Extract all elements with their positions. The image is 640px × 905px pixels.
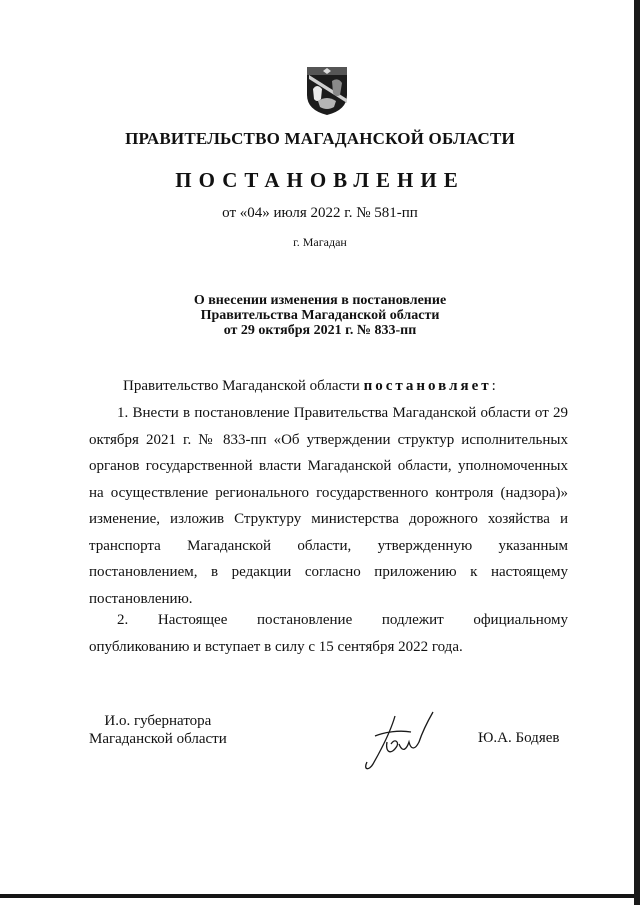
intro-prefix: Правительство Магаданской области [123,378,360,394]
paragraph-item-2: 2. Настоящее постановление подлежит официальному опубликованию и вступает в силу с 15 сентября 2022 года. [89,612,568,655]
document-subject [0,293,640,338]
magadan-coat-of-arms-icon [304,65,350,117]
intro-paragraph [89,373,568,400]
city: г. Магадан [293,235,347,249]
organization-title: ПРАВИТЕЛЬСТВО МАГАДАНСКОЙ ОБЛАСТИ [125,129,515,148]
signatory-name: Ю.А. Бодяев [478,730,560,746]
paragraph-item-1: 1. Внести в постановление Правительства Магаданской области от 29 октября 2021 г. № 833-пп «Об утверждении структур исполнительных органов государственной власти Магаданской области, уполномоченных на осуществление регионального государственного контроля (надзора)» изменение, изложив Структуру министерства дорожного хозяйства и транспорта Магаданской области, утвержденную указанным постановлением, в редакции согласно приложению к настоящему постановлению. [89,405,568,607]
subject-line: Правительства Магаданской области [200,308,440,323]
signatory-title-line: Магаданской области [89,731,227,747]
document-type: ПОСТАНОВЛЕНИЕ [175,168,465,192]
bottom-border [0,894,634,898]
date-and-number: от «04» июля 2022 г. № 581-пп [222,205,418,221]
handwritten-signature-icon [355,708,445,776]
decree-word: постановляет [363,378,492,394]
right-scan-edge [634,0,640,905]
signatory-title [89,712,227,748]
subject-line: от 29 октября 2021 г. № 833-пп [223,323,417,338]
signatory-title-line: И.о. губернатора [104,713,212,729]
subject-line: О внесении изменения в постановление [193,293,447,308]
intro-suffix: : [491,378,496,394]
